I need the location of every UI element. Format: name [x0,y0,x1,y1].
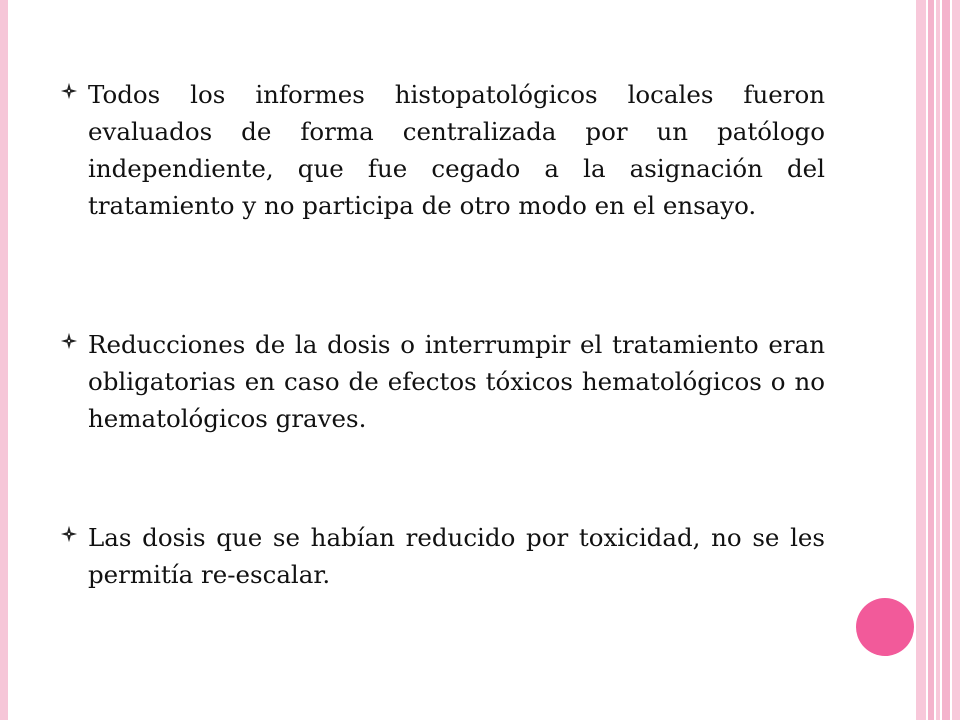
right-stripe-decoration [916,0,960,720]
diamond-bullet-icon [60,82,78,100]
bullet-text: Las dosis que se habían reducido por toxicidad, no se les permitía re-escalar. [88,523,825,589]
left-border-decoration [0,0,8,720]
decorative-circle [856,598,914,656]
stripe [952,0,960,720]
stripe [936,0,940,720]
bullet-text: Reducciones de la dosis o interrumpir el tratamiento eran obligatorias en caso de efectos tóxicos hematológicos o no hematológicos graves. [88,330,825,433]
stripe [942,0,950,720]
stripe [916,0,926,720]
slide-body [60,76,825,593]
bullet-item [60,76,825,224]
stripe [928,0,934,720]
bullet-text: Todos los informes histopatológicos locales fueron evaluados de forma centralizada por un patólogo independiente, que fue cegado a la asignación del tratamiento y no participa de otro modo en el ensayo. [88,80,825,220]
bullet-item [60,326,825,437]
bullet-item [60,519,825,593]
diamond-bullet-icon [60,525,78,543]
diamond-bullet-icon [60,332,78,350]
